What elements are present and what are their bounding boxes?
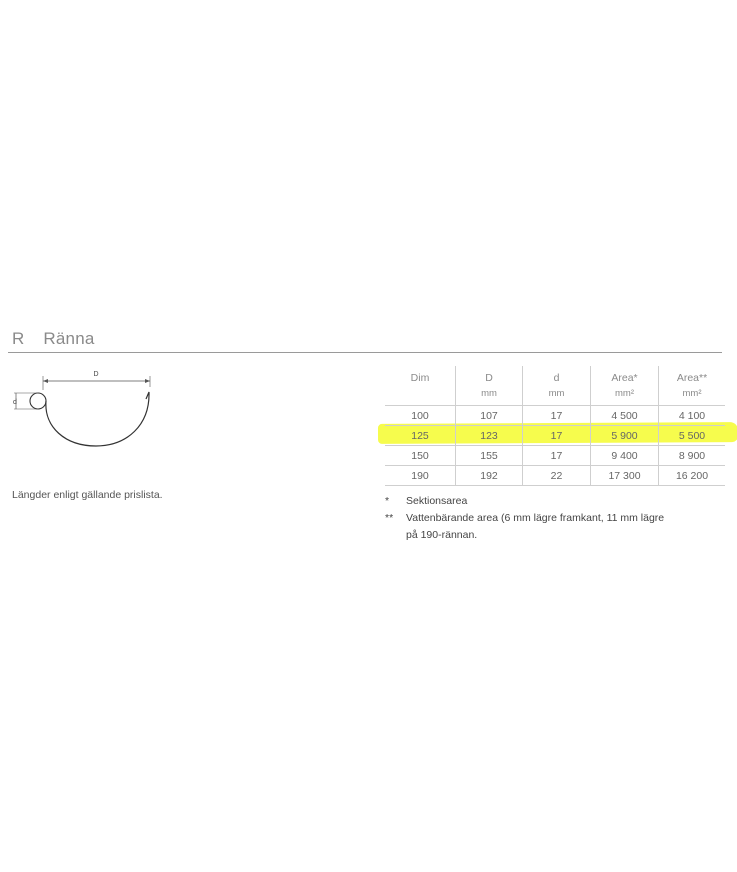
cell-area-water: 8 900 xyxy=(659,446,726,466)
cell-area-section: 4 500 xyxy=(591,406,659,426)
footnote-2: ** Vattenbärande area (6 mm lägre framkant, 11 mm lägre xyxy=(385,512,665,524)
header-dim: Dim xyxy=(385,366,456,406)
table-row xyxy=(385,466,725,486)
cell-area-section: 17 300 xyxy=(591,466,659,486)
header-D: D mm xyxy=(456,366,523,406)
cell-d: 22 xyxy=(523,466,591,486)
cell-dim: 100 xyxy=(385,406,456,426)
cell-d: 17 xyxy=(523,426,591,446)
cell-d: 17 xyxy=(523,406,591,426)
footnote-1: * Sektionsarea xyxy=(385,495,468,507)
cell-D: 192 xyxy=(456,466,523,486)
label-D: D xyxy=(93,371,99,378)
section-name: Ränna xyxy=(43,329,95,348)
table-row xyxy=(385,446,725,466)
cell-D: 155 xyxy=(456,446,523,466)
footnotes xyxy=(385,493,664,544)
table-row-highlighted xyxy=(385,426,725,446)
header-d: d mm xyxy=(523,366,591,406)
cell-area-water: 4 100 xyxy=(659,406,726,426)
dimension-table xyxy=(385,366,725,486)
cell-area-section: 5 900 xyxy=(591,426,659,446)
cell-D: 123 xyxy=(456,426,523,446)
table-header-row xyxy=(385,366,725,406)
cell-d: 17 xyxy=(523,446,591,466)
gutter-curve xyxy=(46,392,149,446)
header-area-section: Area* mm² xyxy=(591,366,659,406)
cell-dim: 190 xyxy=(385,466,456,486)
cell-D: 107 xyxy=(456,406,523,426)
section-divider xyxy=(8,352,722,353)
gutter-bead xyxy=(30,393,46,409)
section-title xyxy=(12,329,95,349)
section-code: R xyxy=(12,329,25,348)
gutter-profile-diagram xyxy=(10,365,160,455)
cell-area-section: 9 400 xyxy=(591,446,659,466)
label-d: d xyxy=(13,399,17,406)
table-row xyxy=(385,406,725,426)
length-note: Längder enligt gällande prislista. xyxy=(12,489,163,501)
cell-area-water: 5 500 xyxy=(659,426,726,446)
cell-dim: 125 xyxy=(385,426,456,446)
header-area-water: Area** mm² xyxy=(676,371,708,399)
cell-dim: 150 xyxy=(385,446,456,466)
footnote-2-continuation: på 190-rännan. xyxy=(406,529,478,541)
cell-area-water: 16 200 xyxy=(659,466,726,486)
